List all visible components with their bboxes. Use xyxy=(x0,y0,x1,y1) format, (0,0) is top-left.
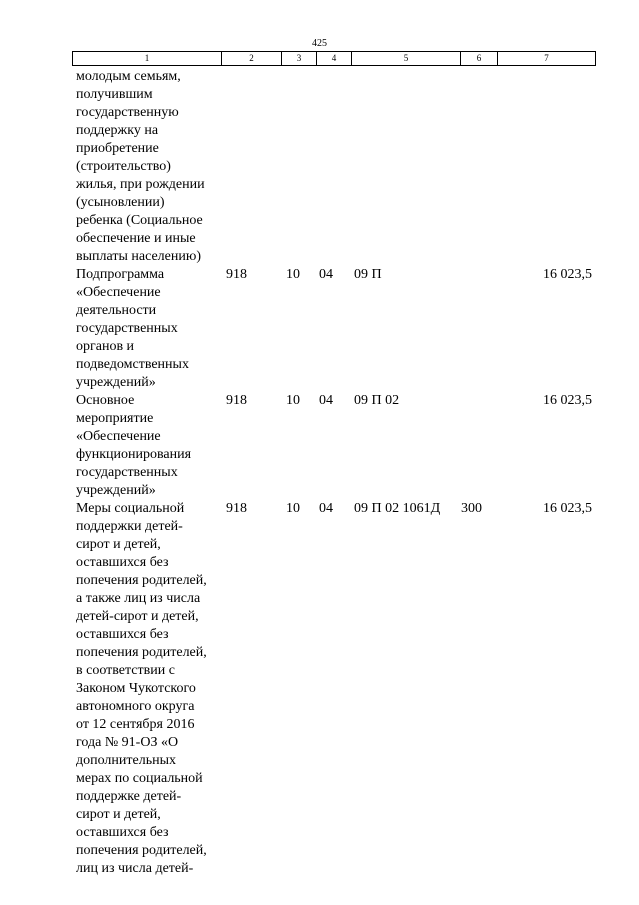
row-col-2 xyxy=(220,68,280,266)
row-col-7: 16 023,5 xyxy=(543,501,592,516)
table-row xyxy=(72,392,594,500)
row-name: Меры социальной поддержки детей- сирот и детей, оставшихся без попечения родителей, а также лиц из числа детей-сирот и детей, оставшихся без попечения родителей, в соответствии с Законом Чукотского автономного округа от 12 сентября 2016 года № 91-ОЗ «О дополнительных мерах по социальной поддержке детей- сирот и детей, оставшихся без попечения родителей, лиц из числа детей- xyxy=(76,501,207,876)
table-header xyxy=(72,51,596,66)
row-col-4: 04 xyxy=(319,393,333,408)
row-name: Подпрограмма «Обеспечение деятельности государственных органов и подведомственных учреждений» xyxy=(76,267,189,390)
table-row xyxy=(72,500,594,878)
row-col-7 xyxy=(496,68,594,266)
row-col-4 xyxy=(315,68,350,266)
header-col-4: 4 xyxy=(316,52,351,65)
header-col-2: 2 xyxy=(221,52,281,65)
row-col-2: 918 xyxy=(226,393,247,408)
table-row xyxy=(72,68,594,266)
row-col-2: 918 xyxy=(226,501,247,516)
row-col-3: 10 xyxy=(286,393,300,408)
row-col-6: 300 xyxy=(461,501,482,516)
row-col-3 xyxy=(280,68,315,266)
row-col-4: 04 xyxy=(319,501,333,516)
row-name: молодым семьям, получившим государственную поддержку на приобретение (строительство) жилья, при рождении (усыновлении) ребенка (Социальное обеспечение и иные выплаты населению) xyxy=(76,69,205,264)
header-col-5: 5 xyxy=(351,52,460,65)
row-col-5 xyxy=(350,68,459,266)
row-col-5: 09 П 02 xyxy=(354,393,400,408)
table-row xyxy=(72,266,594,392)
row-col-3: 10 xyxy=(286,501,300,516)
row-col-3: 10 xyxy=(286,267,300,282)
header-col-1: 1 xyxy=(144,53,150,63)
header-col-6: 6 xyxy=(460,52,497,65)
row-col-5: 09 П xyxy=(354,267,382,282)
row-col-5: 09 П 02 1061Д xyxy=(354,501,441,516)
row-col-6 xyxy=(459,392,496,500)
row-col-2: 918 xyxy=(226,267,247,282)
header-col-3: 3 xyxy=(281,52,316,65)
row-name: Основное мероприятие «Обеспечение функционирования государственных учреждений» xyxy=(76,393,192,498)
row-col-6 xyxy=(459,266,496,392)
row-col-7: 16 023,5 xyxy=(543,267,592,282)
page-number: 425 xyxy=(312,38,327,49)
header-col-7: 7 xyxy=(497,52,595,65)
table-body xyxy=(72,68,594,878)
row-col-7: 16 023,5 xyxy=(543,393,592,408)
row-col-6 xyxy=(459,68,496,266)
row-col-4: 04 xyxy=(319,267,333,282)
